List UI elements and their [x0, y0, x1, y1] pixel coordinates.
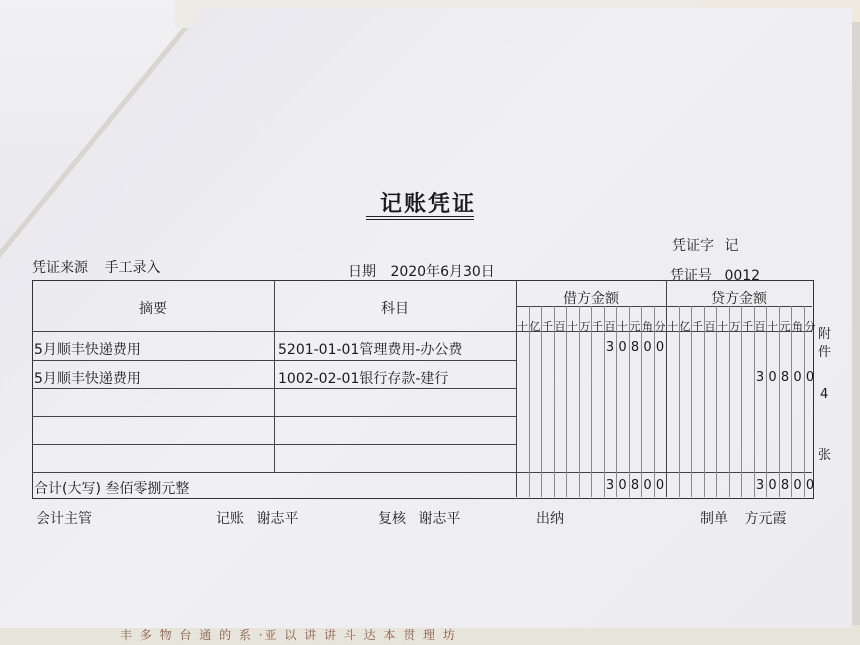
row-2-account: 1002-02-01银行存款-建行 [278, 371, 449, 387]
column-credit: 贷方金额 [711, 291, 767, 307]
grid-credit-unit-line [804, 306, 805, 497]
total-credit-digit: 0 [805, 478, 815, 493]
bottom-page-strip [0, 625, 860, 645]
credit-unit-2: 亿 [679, 320, 691, 333]
total-debit-digit: 3 [605, 478, 615, 493]
debit-unit-4: 百 [554, 320, 566, 333]
grid-credit-unit-line [729, 306, 730, 497]
row-1-debit-digit: 0 [618, 340, 627, 355]
grid-divider-debit-credit [666, 280, 667, 497]
grid-row-line [32, 388, 516, 389]
row-1-debit-digit: 0 [643, 340, 652, 355]
grid-credit-unit-line [754, 306, 755, 497]
row-2-credit-digit: 8 [780, 370, 790, 385]
total-debit-digit: 0 [643, 478, 652, 493]
credit-unit-7: 千 [742, 320, 753, 333]
debit-unit-5: 十 [567, 320, 578, 333]
total-credit-digit: 8 [780, 478, 790, 493]
voucher-title: 记账凭证 [380, 192, 477, 217]
voucher-table [32, 280, 814, 499]
voucher-date-value: 2020年6月30日 [390, 264, 495, 280]
attachment-label-3: 张 [818, 448, 832, 463]
grid-debit-unit-line [629, 306, 630, 497]
total-credit-digit: 0 [768, 478, 777, 493]
total-debit-digit: 0 [655, 478, 665, 493]
credit-unit-11: 角 [792, 320, 803, 333]
credit-unit-9: 十 [767, 320, 778, 333]
grid-debit-unit-line [591, 306, 592, 497]
grid-credit-unit-line [766, 306, 767, 497]
row-2-credit-digit: 0 [793, 370, 802, 385]
debit-unit-10: 元 [629, 320, 641, 333]
grid-debit-unit-line [654, 306, 655, 497]
grid-debit-unit-line [641, 306, 642, 497]
title-underline [366, 216, 474, 217]
grid-credit-unit-line [779, 306, 780, 497]
grid-credit-unit-line [679, 306, 680, 497]
grid-divider-account [516, 280, 517, 497]
attachment-count: 4 [820, 387, 829, 402]
debit-unit-3: 千 [542, 320, 553, 333]
bookkeeper-name: 谢志平 [256, 511, 299, 527]
debit-unit-12: 分 [654, 320, 666, 333]
bottom-strip-text: 丰 多 物 台 通 的 系 ·亚 以 讲 讲 斗 达 本 贯 理 坊 [120, 628, 457, 642]
reviewer [378, 508, 460, 528]
grid-debit-unit-line [566, 306, 567, 497]
row-1-debit-digit: 8 [630, 340, 640, 355]
row-1-summary: 5月顺丰快递费用 [34, 342, 141, 358]
voucher-date-label: 日期 [348, 264, 376, 280]
column-debit: 借方金额 [563, 291, 619, 307]
grid-debit-unit-line [579, 306, 580, 497]
row-1-debit-digit: 3 [605, 340, 615, 355]
debit-unit-1: 十 [517, 320, 528, 333]
credit-unit-8: 百 [754, 320, 766, 333]
grid-credit-unit-line [691, 306, 692, 497]
voucher-source-value: 手工录入 [104, 260, 161, 276]
grid-credit-unit-line [704, 306, 705, 497]
row-2-credit-digit: 0 [768, 370, 777, 385]
grid-debit-unit-line [541, 306, 542, 497]
preparer-name: 方元霞 [744, 511, 787, 527]
title-underline-second [366, 219, 474, 220]
row-1-debit-digit: 0 [655, 340, 665, 355]
grid-credit-unit-line [791, 306, 792, 497]
grid-credit-unit-line [741, 306, 742, 497]
total-label: 合计(大写) 叁佰零捌元整 [34, 481, 190, 497]
column-account: 科目 [381, 301, 409, 317]
voucher-type-value: 记 [724, 238, 739, 254]
grid-debit-unit-line [554, 306, 555, 497]
bookkeeper [216, 508, 298, 528]
supervisor-label: 会计主管 [36, 511, 92, 527]
debit-unit-9: 十 [617, 320, 628, 333]
bookkeeper-label: 记账 [216, 511, 244, 527]
grid-row-line [32, 444, 516, 445]
credit-unit-6: 万 [729, 320, 741, 333]
voucher-type-label: 凭证字 [672, 238, 714, 254]
voucher-source-label: 凭证来源 [32, 260, 88, 276]
total-debit-digit: 0 [618, 478, 627, 493]
total-credit-digit: 0 [793, 478, 802, 493]
grid-credit-unit-line [716, 306, 717, 497]
total-credit-digit: 3 [755, 478, 765, 493]
credit-unit-4: 百 [704, 320, 716, 333]
preparer [700, 508, 786, 528]
debit-unit-11: 角 [642, 320, 653, 333]
grid-debit-unit-line [616, 306, 617, 497]
row-2-credit-digit: 3 [755, 370, 765, 385]
grid-row-line [32, 416, 516, 417]
column-summary: 摘要 [139, 301, 167, 317]
credit-unit-12: 分 [804, 320, 816, 333]
preparer-label: 制单 [700, 511, 728, 527]
row-2-summary: 5月顺丰快递费用 [34, 371, 141, 387]
grid-row-line [32, 360, 516, 361]
credit-unit-3: 千 [692, 320, 703, 333]
attachment-label-1: 附 [818, 327, 832, 342]
grid-debit-unit-line [604, 306, 605, 497]
credit-unit-5: 十 [717, 320, 728, 333]
cashier-label: 出纳 [536, 511, 564, 527]
grid-row-line [32, 472, 812, 473]
reviewer-name: 谢志平 [418, 511, 461, 527]
voucher-number-value: 0012 [724, 268, 761, 284]
debit-unit-6: 万 [579, 320, 591, 333]
voucher-date [348, 261, 495, 281]
debit-unit-7: 千 [592, 320, 603, 333]
attachment-label-2: 件 [818, 345, 832, 360]
grid-debit-unit-line [529, 306, 530, 497]
voucher-type [672, 235, 738, 255]
voucher-number-label: 凭证号 [670, 268, 712, 284]
total-debit-digit: 8 [630, 478, 640, 493]
credit-unit-1: 十 [667, 320, 678, 333]
voucher-source [32, 257, 160, 277]
debit-unit-2: 亿 [529, 320, 541, 333]
row-2-credit-digit: 0 [805, 370, 815, 385]
row-1-account: 5201-01-01管理费用-办公费 [278, 342, 463, 358]
credit-unit-10: 元 [779, 320, 791, 333]
reviewer-label: 复核 [378, 511, 406, 527]
debit-unit-8: 百 [604, 320, 616, 333]
